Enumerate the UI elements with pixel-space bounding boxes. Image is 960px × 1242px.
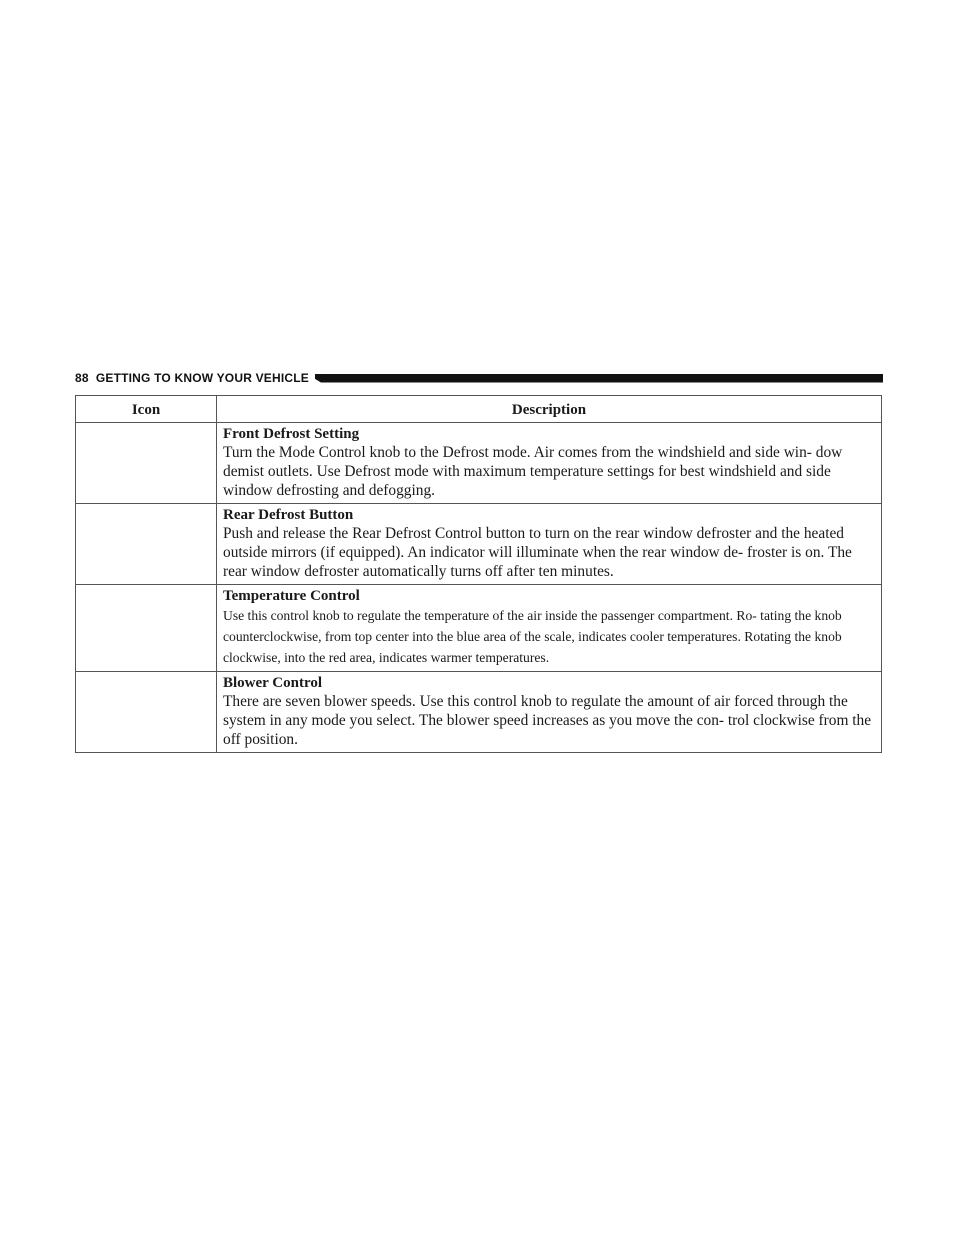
temperature-control-description (217, 585, 882, 672)
row-body: Push and release the Rear Defrost Control button to turn on the rear window defroster and the heated outside mirrors (if equipped). An indicator will illuminate when the rear window de- froster is on. The rear window defroster automatically turns off after ten minutes. (223, 525, 852, 580)
table-row (76, 423, 882, 504)
row-title: Blower Control (223, 675, 323, 691)
row-body: Turn the Mode Control knob to the Defrost mode. Air comes from the windshield and side win- dow demist outlets. Use Defrost mode with maximum temperature settings for best windshield and side window defrosting and defogging. (223, 444, 843, 499)
icon-column-header: Icon (76, 396, 217, 423)
row-title: Rear Defrost Button (223, 507, 354, 523)
table-header-row (76, 396, 882, 423)
page-header (75, 370, 883, 386)
table-row (76, 504, 882, 585)
front-defrost-icon-cell (76, 423, 217, 504)
front-defrost-description (217, 423, 882, 504)
header-rule (315, 374, 883, 383)
row-body: Use this control knob to regulate the temperature of the air inside the passenger compartment. Ro- tating the knob counterclockwise, from top center into the blue area of the scale, indicates cooler temperatures. Rotating the knob clockwise, into the red area, indicates warmer temperatures. (223, 608, 842, 665)
temperature-control-icon-cell (76, 585, 217, 672)
blower-control-icon-cell (76, 672, 217, 753)
row-title: Temperature Control (223, 588, 360, 604)
climate-controls-table (75, 395, 882, 753)
page-header-text (75, 371, 315, 385)
row-body: There are seven blower speeds. Use this control knob to regulate the amount of air forced through the system in any mode you select. The blower speed increases as you move the con- trol clockwise from the off position. (223, 693, 872, 748)
row-title: Front Defrost Setting (223, 426, 360, 442)
description-column-header: Description (217, 396, 882, 423)
table-row (76, 585, 882, 672)
page-number: 88 (75, 371, 89, 385)
blower-control-description (217, 672, 882, 753)
rear-defrost-description (217, 504, 882, 585)
rear-defrost-icon-cell (76, 504, 217, 585)
section-title: GETTING TO KNOW YOUR VEHICLE (95, 371, 309, 385)
table-row (76, 672, 882, 753)
